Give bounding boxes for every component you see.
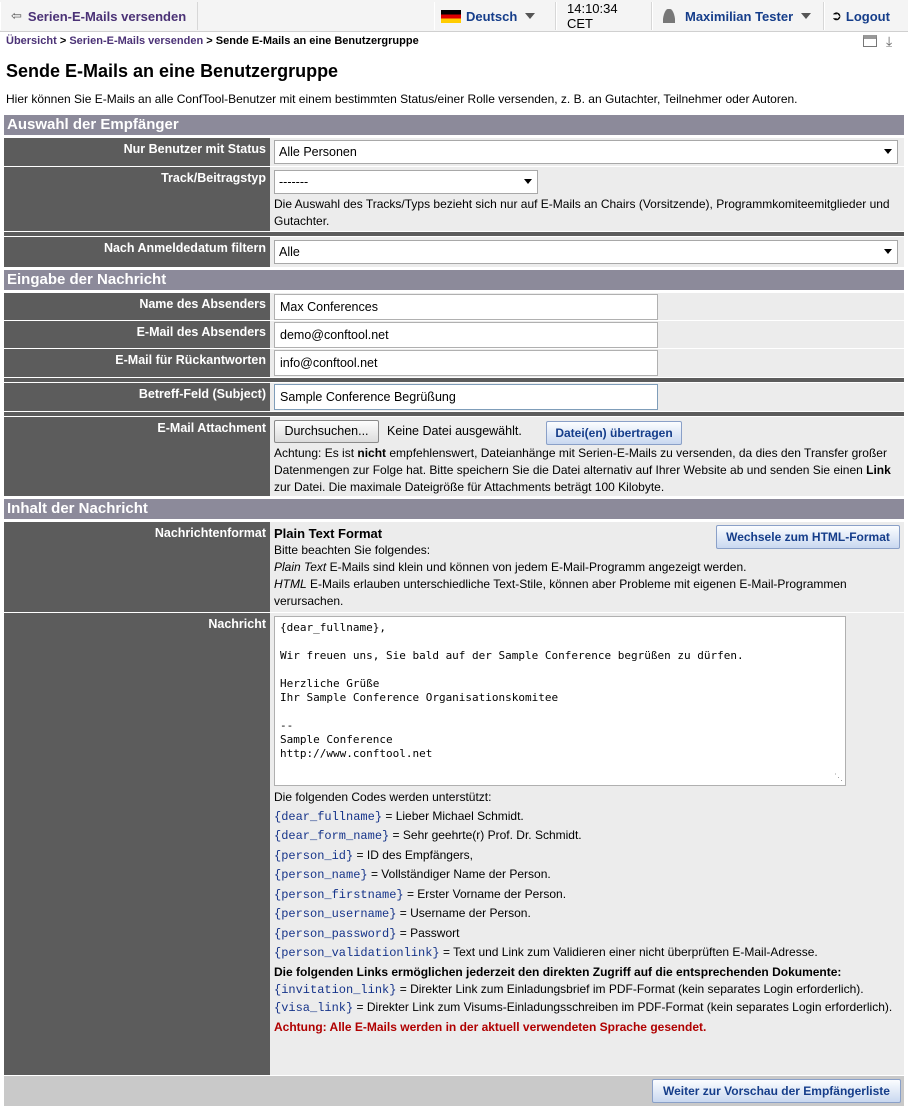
browse-button[interactable]: Durchsuchen... — [274, 420, 379, 443]
placeholder-description: = ID des Empfängers, — [353, 847, 473, 862]
format-cell — [270, 522, 904, 612]
placeholder-description: = Direkter Link zum Visums-Einladungsschreiben im PDF-Format (kein separates Login erforderlich). — [353, 1000, 893, 1014]
warning-text: empfehlenswert, Dateianhänge mit Serien-E-Mails zu versenden, da dies den Transfer großer Datenmengen zur Folge hat. Bitte speichern Sie die Datei alternativ auf Ihrer Website ab und senden Sie einen — [274, 446, 887, 477]
no-file-text: Keine Datei ausgewählt. — [387, 424, 522, 438]
format-note-html — [274, 576, 900, 610]
breadcrumb — [6, 35, 419, 47]
placeholder-code: {dear_form_name} — [274, 829, 390, 843]
date-filter-label: Nach Anmeldedatum filtern — [4, 237, 270, 267]
code-row — [274, 924, 902, 944]
placeholder-code: {person_name} — [274, 868, 368, 882]
message-textarea[interactable] — [274, 616, 846, 786]
section-message-input-heading: Eingabe der Nachricht — [4, 270, 904, 290]
status-select-value: Alle Personen — [279, 145, 357, 159]
subject-input[interactable]: Sample Conference Begrüßung — [274, 384, 658, 410]
dropdown-arrow-icon — [884, 249, 892, 254]
breadcrumb-separator: > — [59, 35, 67, 47]
breadcrumb-current: Sende E-Mails an eine Benutzergruppe — [215, 35, 419, 47]
placeholder-code: {person_password} — [274, 926, 397, 941]
track-select[interactable] — [274, 170, 538, 194]
sender-email-label: E-Mail des Absenders — [4, 321, 270, 348]
logout-label: Logout — [845, 8, 890, 24]
message-text: {dear_fullname}, Wir freuen uns, Sie bald auf der Sample Conference begrüßen zu dürfen. Herzliche Grüße Ihr Sample Conference Organisationskomitee -- Sample Conference http://www.conftool.net — [280, 621, 744, 760]
switch-html-button[interactable]: Wechsele zum HTML-Format — [716, 525, 900, 549]
logout-icon: ➲ — [831, 8, 842, 23]
placeholder-description: = Erster Vorname der Person. — [403, 886, 567, 901]
reply-to-cell — [270, 349, 904, 377]
german-flag-icon — [441, 10, 461, 23]
section-recipients-heading: Auswahl der Empfänger — [4, 115, 904, 135]
placeholder-code: {person_username} — [274, 907, 397, 921]
placeholder-description: = Lieber Michael Schmidt. — [382, 808, 524, 823]
placeholder-code: {person_firstname} — [274, 887, 404, 902]
user-menu[interactable] — [652, 2, 824, 30]
language-selector[interactable] — [434, 2, 556, 30]
language-label: Deutsch — [466, 8, 518, 24]
sender-name-input[interactable]: Max Conferences — [274, 294, 658, 320]
user-name: Maximilian Tester — [685, 8, 794, 24]
placeholder-code: {visa_link} — [274, 1001, 354, 1015]
language-warning: Achtung: Alle E-Mails werden in der aktuell verwendeten Sprache gesendet. — [274, 1019, 707, 1034]
date-filter-value: Alle — [279, 245, 300, 259]
time-display: 14:10:34 CET — [567, 1, 618, 31]
html-em: HTML — [274, 577, 307, 591]
logout-button[interactable] — [824, 2, 906, 30]
placeholder-description: = Sehr geehrte(r) Prof. Dr. Schmidt. — [389, 828, 582, 842]
warning-text: Achtung: Es ist — [274, 446, 358, 460]
placeholder-code: {person_validationlink} — [274, 946, 440, 960]
reply-to-input[interactable]: info@conftool.net — [274, 350, 658, 376]
plain-text-desc: E-Mails sind klein und können von jedem E-Mail-Programm angezeigt werden. — [326, 560, 747, 574]
breadcrumb-serial-mails[interactable]: Serien-E-Mails versenden — [69, 35, 204, 47]
format-note-plain — [274, 559, 900, 576]
message-cell — [270, 613, 904, 1075]
plain-text-em: Plain Text — [274, 560, 327, 574]
section-content-heading: Inhalt der Nachricht — [4, 499, 904, 519]
back-link-label: Serien-E-Mails versenden — [27, 8, 187, 24]
message-label: Nachricht — [4, 613, 270, 1075]
code-row — [274, 981, 902, 1000]
warning-not: nicht — [357, 446, 387, 460]
subject-label: Betreff-Feld (Subject) — [4, 383, 270, 411]
reply-to-label: E-Mail für Rückantworten — [4, 349, 270, 377]
format-title: Plain Text Format — [274, 526, 383, 541]
track-note: Die Auswahl des Tracks/Typs bezieht sich nur auf E-Mails an Chairs (Vorsitzende), Programmkomiteemitglieder und Gutachter. — [274, 197, 890, 228]
track-label: Track/Beitragstyp — [4, 167, 270, 231]
sender-name-label: Name des Absenders — [4, 293, 270, 320]
codes-intro: Die folgenden Codes werden unterstützt: — [274, 790, 492, 804]
code-row — [274, 865, 902, 885]
page-title: Sende E-Mails an eine Benutzergruppe — [6, 61, 339, 81]
placeholder-description: = Text und Link zum Validieren einer nicht überprüften E-Mail-Adresse. — [439, 945, 818, 959]
page-intro: Hier können Sie E-Mails an alle ConfTool-Benutzer mit einem bestimmten Status/einer Rolle versenden, z. B. an Gutachter, Teilnehmer oder Autoren. — [6, 92, 798, 106]
upload-button[interactable]: Datei(en) übertragen — [546, 421, 682, 445]
subject-cell — [270, 383, 904, 411]
divider — [4, 232, 904, 236]
format-note-intro: Bitte beachten Sie folgendes: — [274, 543, 431, 557]
links-list — [274, 981, 902, 1018]
warning-link-word: Link — [866, 463, 891, 477]
sender-email-input[interactable]: demo@conftool.net — [274, 322, 658, 348]
placeholder-description: = Direkter Link zum Einladungsbrief im PDF-Format (kein separates Login erforderlich). — [396, 981, 864, 996]
codes-list — [274, 807, 902, 963]
placeholder-code: {dear_fullname} — [274, 809, 383, 824]
codes-block — [274, 788, 902, 1036]
status-cell — [270, 138, 904, 166]
sender-email-cell — [270, 321, 904, 348]
warning-text: zur Datei. Die maximale Dateigröße für Attachments beträgt 100 Kilobyte. — [274, 480, 665, 494]
placeholder-description: = Username der Person. — [396, 906, 531, 920]
top-bar — [0, 0, 908, 32]
user-icon — [663, 9, 675, 23]
dropdown-arrow-icon — [524, 179, 532, 184]
status-label: Nur Benutzer mit Status — [4, 138, 270, 166]
attachment-cell — [270, 417, 904, 496]
code-row — [274, 885, 902, 905]
placeholder-code: {person_id} — [274, 848, 354, 863]
code-row — [274, 904, 902, 924]
format-note — [274, 542, 900, 610]
code-row — [274, 807, 902, 827]
code-row — [274, 999, 902, 1018]
placeholder-description: = Passwort — [396, 925, 460, 940]
html-desc: E-Mails erlauben unterschiedliche Text-Stile, können aber Probleme mit eigenen E-Mail-Programmen verursachen. — [274, 577, 847, 608]
code-row — [274, 943, 902, 963]
date-filter-select[interactable] — [274, 240, 898, 264]
links-intro: Die folgenden Links ermöglichen jederzeit den direkten Zugriff auf die entsprechenden Dokumente: — [274, 964, 842, 979]
chevron-down-icon — [801, 13, 811, 19]
download-icon[interactable]: ⤓ — [886, 33, 893, 49]
placeholder-code: {invitation_link} — [274, 982, 397, 997]
track-cell — [270, 167, 904, 231]
attachment-label: E-Mail Attachment — [4, 417, 270, 496]
track-select-value: ------- — [279, 175, 309, 189]
resize-handle-icon[interactable]: ⋱ — [834, 772, 843, 782]
chevron-down-icon — [525, 13, 535, 19]
status-select[interactable] — [274, 140, 898, 164]
placeholder-description: = Vollständiger Name der Person. — [367, 867, 551, 881]
back-link[interactable] — [0, 2, 198, 30]
code-row — [274, 826, 902, 846]
format-label: Nachrichtenformat — [4, 522, 270, 612]
attachment-warning — [274, 445, 900, 496]
print-icon[interactable] — [863, 35, 877, 47]
date-filter-cell — [270, 237, 904, 267]
sender-name-cell — [270, 293, 904, 320]
arrow-left-icon: ⇦ — [11, 8, 22, 23]
breadcrumb-separator: > — [206, 35, 213, 47]
next-preview-button[interactable]: Weiter zur Vorschau der Empfängerliste — [652, 1079, 901, 1103]
divider — [4, 378, 904, 382]
dropdown-arrow-icon — [884, 149, 892, 154]
clock — [556, 2, 652, 30]
breadcrumb-overview[interactable]: Übersicht — [6, 35, 57, 47]
divider — [4, 412, 904, 416]
code-row — [274, 846, 902, 866]
